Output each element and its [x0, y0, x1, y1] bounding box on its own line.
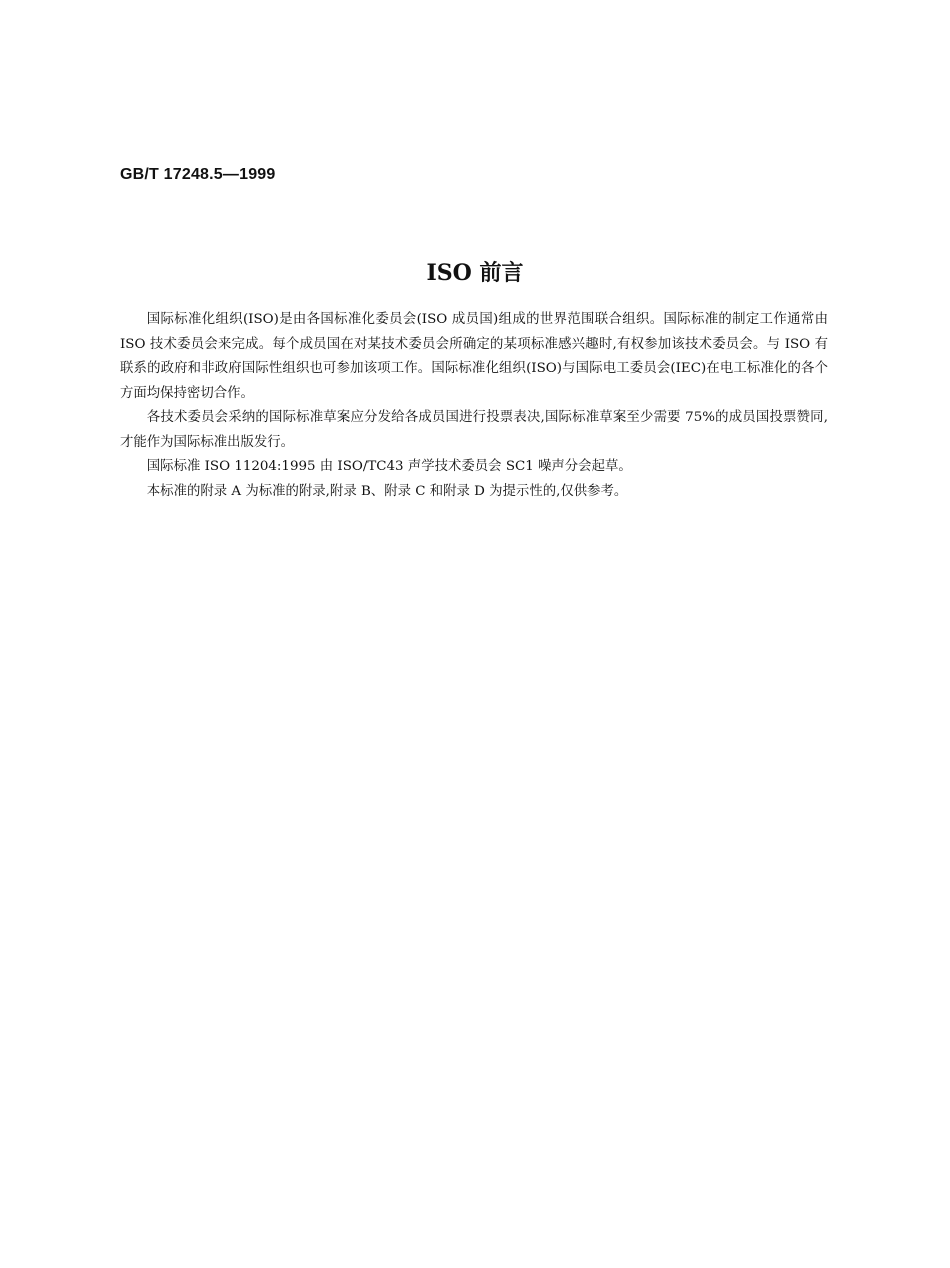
document-body	[120, 308, 828, 504]
paragraph-drafting: 国际标准 ISO 11204:1995 由 ISO/TC43 声学技术委员会 SC1 噪声分会起草。	[146, 459, 632, 474]
document-code: GB/T 17248.5—1999	[120, 166, 276, 183]
page-title: ISO 前言	[426, 260, 524, 286]
paragraph-voting: 各技术委员会采纳的国际标准草案应分发给各成员国进行投票表决,国际标准草案至少需要 75%的成员国投票赞同,才能作为国际标准出版发行。	[120, 410, 828, 450]
paragraph-annexes: 本标准的附录 A 为标准的附录,附录 B、附录 C 和附录 D 为提示性的,仅供参考。	[146, 483, 628, 499]
paragraph-iso-organization: 国际标准化组织(ISO)是由各国标准化委员会(ISO 成员国)组成的世界范围联合组织。国际标准的制定工作通常由 ISO 技术委员会来完成。每个成员国在对某技术委员会所确定的某项标准感兴趣时,有权参加该技术委员会。与 ISO 有联系的政府和非政府国际性组织也可参加该项工作。国际标准化组织(ISO)与国际电工委员会(IEC)在电工标准化的各个方面均保持密切合作。	[120, 312, 828, 401]
